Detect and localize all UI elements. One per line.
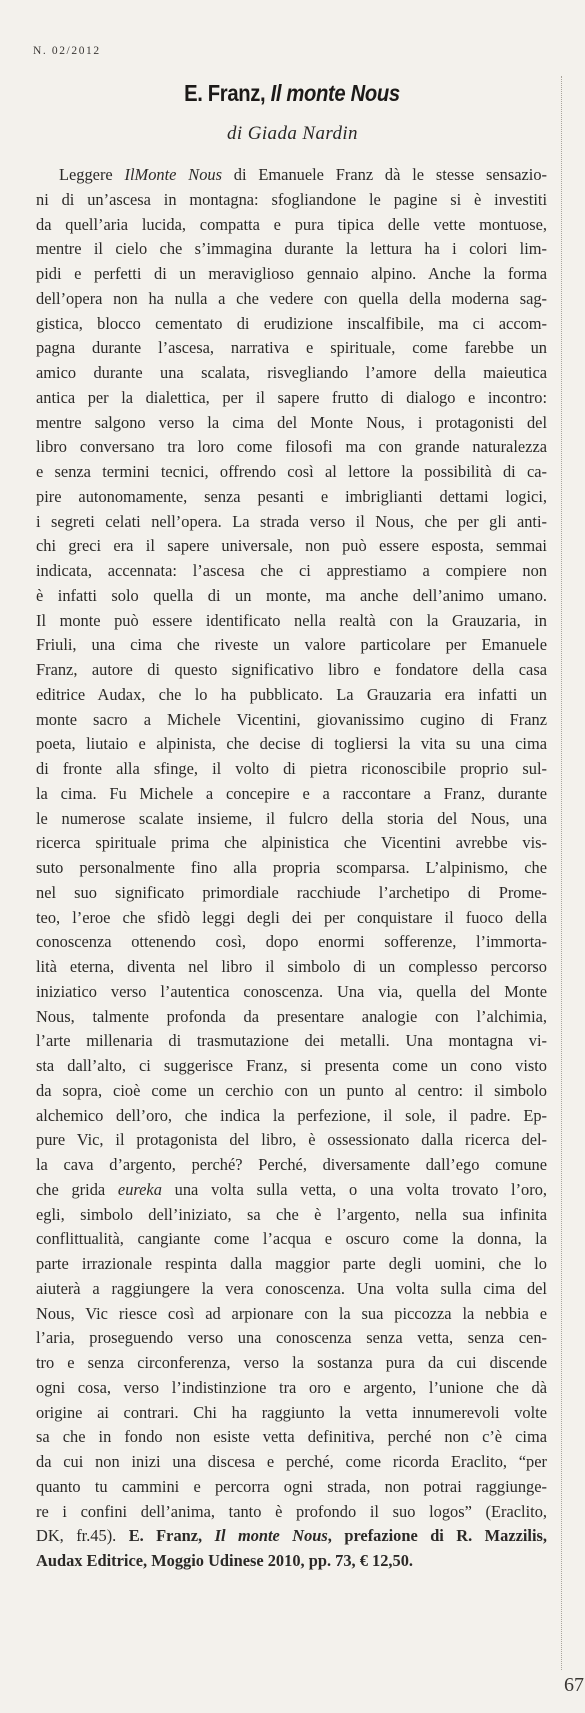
work-title-inline: IlMonte Nous [124,165,222,184]
body-line: poeta, liutaio e alpinista, che decise di togliersi la vita su una cima [36,734,547,754]
body-line: pire autonomamente, senza pesanti e imbriglianti dettami logici, [36,486,547,506]
body-line: l’aria, proseguendo verso una conoscenza senza vetta, senza cen- [36,1328,547,1348]
body-line: suto personalmente fino alla propria scomparsa. L’alpinismo, che [36,858,547,877]
citation-line [36,1524,547,1549]
body-line: mentre salgono verso la cima del Monte Nous, i protagonisti del [36,412,547,432]
body-line: egli, simbolo dell’iniziato, sa che è l’argento, nella sua infinita [36,1204,547,1224]
body-text: che grida [36,1179,118,1199]
body-line: lità eterna, diventa nel libro il simbolo di un complesso percorso [36,957,547,976]
body-line: alchemico dell’oro, che indica la perfezione, il sole, il padre. Ep- [36,1105,547,1125]
body-line: Nous, Vic riesce così ad arpionare con la sua piccozza la nebbia e [36,1303,547,1323]
article-body [36,163,547,1574]
citation-publisher-line: Audax Editrice, Moggio Udinese 2010, pp. 73, € 12,50. [36,1551,414,1570]
article-byline: di Giada Nardin [227,123,358,144]
title-author: E. Franz, [184,80,271,106]
body-line: la cima. Fu Michele a concepire e a raccontare a Franz, durante [36,783,547,803]
body-line: Friuli, una cima che riveste un valore particolare per Emanuele [36,635,547,655]
body-line: mentre il cielo che s’immagina durante la lettura ha i colori lim- [36,239,547,259]
citation-author: E. Franz, [128,1526,215,1546]
body-line: aiuterà a raggiungere la vera conoscenza. Una volta sulla cima del [36,1278,547,1298]
issue-number: N. 02/2012 [33,45,101,57]
body-line: Franz, autore di questo significativo libro e fondatore della casa [36,660,547,679]
body-line: ni di un’ascesa in montagna: sfogliandone le pagine si è investiti [36,189,547,209]
body-line: Nous, talmente profonda da presentare analogie con l’alchimia, [36,1006,547,1026]
body-line [36,163,547,188]
body-line: sa che in fondo non esiste vetta definitiva, perché non c’è cima [36,1427,547,1447]
body-text: DK, fr.45). [36,1526,129,1546]
body-line: dell’opera non ha nulla a che vedere con quella della moderna sag- [36,288,547,308]
body-line: chi greci era il sapere universale, non può essere esposta, semmai [36,536,547,556]
body-line: monte sacro a Michele Vicentini, giovanissimo cugino di Franz [36,709,547,729]
body-line: da cui non inizi una discesa e perché, come ricorda Eraclito, “per [36,1452,547,1471]
citation-preface: , prefazione di R. Mazzilis, [327,1526,548,1546]
body-text: di Emanuele Franz dà le stesse sensazio- [221,165,547,184]
column-divider [561,76,562,1670]
body-line: iniziatico verso l’autentica conoscenza. Una via, quella del Monte [36,981,547,1001]
body-line: pagna durante l’ascesa, narrativa e spirituale, come farebbe un [36,338,547,358]
body-line: Il monte può essere identificato nella realtà con la Grauzaria, in [36,610,547,630]
body-line: libro conversano tra loro come filosofi ma con grande naturalezza [36,437,547,457]
body-line: da sopra, cioè come un cerchio con un punto al centro: il simbolo [36,1080,547,1100]
body-line: le numerose scalate insieme, il fulcro della storia del Nous, una [36,808,547,828]
eureka-word: eureka [117,1179,162,1199]
body-line: è infatti solo quella di un monte, ma anche dell’animo umano. [36,585,547,605]
body-line: origine ai contrari. Chi ha raggiunto la vetta innumerevoli volte [36,1402,547,1422]
body-text: una volta sulla vetta, o una volta trovato l’oro, [161,1179,547,1199]
body-line: gistica, blocco cementato di erudizione inscalfibile, ma ci accom- [36,313,547,333]
body-line: i segreti celati nell’opera. La strada verso il Nous, che per gli anti- [36,511,547,531]
body-line: pure Vic, il protagonista del libro, è ossessionato dalla ricerca del- [36,1130,547,1150]
article-title [35,80,550,107]
citation-title: Il monte Nous [214,1526,328,1546]
body-line: la cava d’argento, perché? Perché, diversamente dall’ego comune [36,1155,547,1174]
title-work: Il monte Nous [270,80,400,106]
body-line: l’arte millenaria di trasmutazione dei metalli. Una montagna vi- [36,1031,547,1051]
body-line: conflittualità, cangiante come l’acqua e oscuro come la donna, la [36,1229,547,1249]
body-line: parte irrazionale respinta dalla maggior parte degli uomini, che lo [36,1254,547,1273]
body-line: ogni cosa, verso l’indistinzione tra oro e argento, l’unione che dà [36,1377,547,1397]
body-line: tro e senza circonferenza, verso la sostanza pura da cui discende [36,1353,547,1372]
body-line: ricerca spirituale prima che alpinistica che Vicentini avrebbe vis- [36,833,547,853]
body-line: nel suo significato primordiale racchiude l’archetipo di Prome- [36,882,547,902]
body-line: pidi e perfetti di un meraviglioso gennaio alpino. Anche la forma [36,264,547,283]
body-line: conoscenza ottenendo così, dopo enormi sofferenze, l’immorta- [36,932,547,952]
body-line: teo, l’eroe che sfidò leggi degli dei per conquistare il fuoco della [36,907,547,927]
body-line: quanto tu cammini e percorra ogni strada, non potrai raggiunge- [36,1476,547,1496]
body-line: indicata, accennata: l’ascesa che ci apprestiamo a compiere non [36,561,547,580]
body-line: amico durante una scalata, risvegliando l’amore della maieutica [36,363,547,382]
body-line [36,1178,547,1203]
body-line: di fronte alla sfinge, il volto di pietra riconoscibile proprio sul- [36,759,547,778]
body-line: sta dall’alto, ci suggerisce Franz, si presenta come un cono visto [36,1056,547,1075]
page-number: 67 [564,1674,584,1696]
body-line: editrice Audax, che lo ha pubblicato. La Grauzaria era infatti un [36,684,547,704]
body-text: Leggere [59,165,125,184]
body-line: re i confini dell’anima, tanto è profondo il suo logos” (Eraclito, [36,1501,547,1521]
body-line: da quell’aria lucida, compatta e pura tipica delle vette montuose, [36,214,547,234]
body-line: antica per la dialettica, per il sapere frutto di dialogo e incontro: [36,387,547,407]
body-line: e senza termini tecnici, offrendo così al lettore la possibilità di ca- [36,462,547,481]
